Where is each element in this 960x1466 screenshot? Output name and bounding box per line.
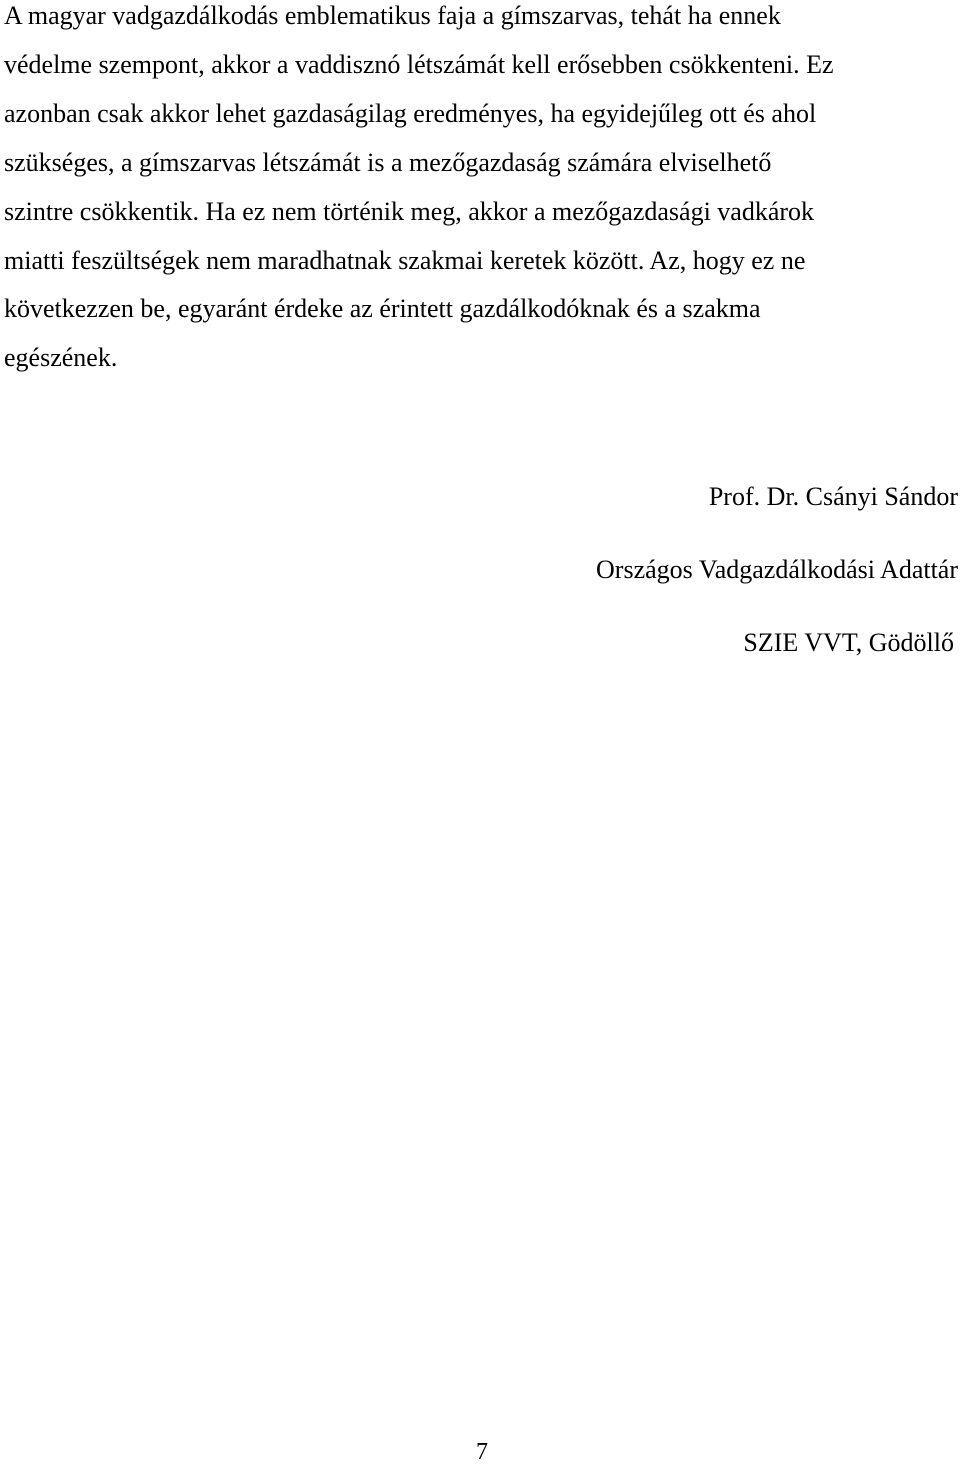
signature-place: SZIE VVT, Gödöllő: [743, 628, 954, 657]
paragraph-line: A magyar vadgazdálkodás emblematikus faja a gímszarvas, tehát ha ennek: [4, 1, 781, 30]
paragraph-line: védelme szempont, akkor a vaddisznó létszámát kell erősebben csökkenteni. Ez: [4, 49, 834, 79]
body-paragraph: [4, 0, 960, 383]
signature-name: Prof. Dr. Csányi Sándor: [708, 482, 958, 511]
signature-organization: Országos Vadgazdálkodási Adattár: [596, 555, 958, 584]
paragraph-line: szintre csökkentik. Ha ez nem történik meg, akkor a mezőgazdasági vadkárok: [4, 196, 815, 226]
paragraph-line: következzen be, egyaránt érdeke az érintett gazdálkodóknak és a szakma: [4, 294, 761, 324]
paragraph-line: miatti feszültségek nem maradhatnak szakmai keretek között. Az, hogy ez ne: [4, 245, 806, 275]
paragraph-line: szükséges, a gímszarvas létszámát is a mezőgazdaság számára elviselhető: [4, 147, 772, 177]
page-number: 7: [476, 1439, 488, 1465]
paragraph-line: azonban csak akkor lehet gazdaságilag eredményes, ha egyidejűleg ott és ahol: [4, 98, 817, 128]
paragraph-line: egészének.: [4, 343, 118, 373]
